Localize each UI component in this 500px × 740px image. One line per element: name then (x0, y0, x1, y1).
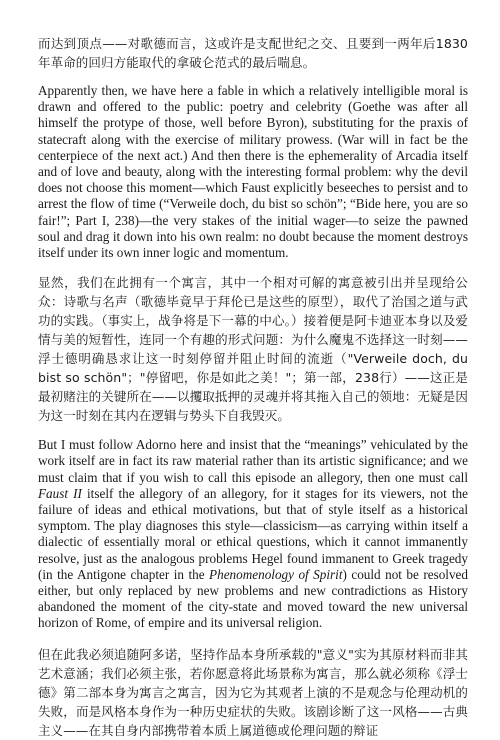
english-paragraph-2 (38, 437, 468, 631)
work-title-phenomenology: Phenomenology of Spirit (209, 566, 343, 582)
english-paragraph-2-text-b: itself the allegory of an allegory, for it stages for its viewers, not the failure of ideas and ethical motivations, but that of style itself as a historical symptom. The play diagnoses this style—classicism—as carrying within itself a dialectic of essentially moral or ethical questions, which it cannot immanently resolve, just as the analogous problems Hegel found immanent to Greek tragedy (in the Antigone chapter in the (38, 485, 468, 582)
chinese-paragraph-2: 显然，我们在此拥有一个寓言，其中一个相对可解的寓意被引出并呈现给公众：诗歌与名声（歌德毕竟早于拜伦已是这些的原型），取代了治国之道与武功的实践。（事实上，战争将是下一幕的中心。）接着便是阿卡迪亚本身以及爱情与美的短暂性，连同一个有趣的形式问题：为什么魔鬼不选择这一时刻——浮士德明确恳求让这一时刻停留并阻止时间的流逝（"Verweile doch, du bist so schön"；"停留吧，你是如此之美！"；第一部，238行）——这正是最初赌注的关键所在——以攫取抵押的灵魂并将其拖入自己的领地：无疑是因为这一时刻在其内在逻辑与势头下自我毁灭。 (38, 275, 468, 424)
english-paragraph-2-text-a: But I must follow Adorno here and insist that the “meanings” vehiculated by the work itself are in fact its raw material rather than its artistic significance; and we must claim that if you wish to call this episode an allegory, then one must call (38, 437, 468, 485)
chinese-paragraph-3: 但在此我必须追随阿多诺，坚持作品本身所承载的"意义"实为其原材料而非其艺术意涵；我们必须主张，若你愿意将此场景称为寓言，那么就必须称《浮士德》第二部本身为寓言之寓言，因为它为其观者上演的不是观念与伦理动机的失败，而是风格本身作为一种历史症状的失败。该剧诊断了这一风格——古典主义——在其自身内部携带着本质上属道德或伦理问题的辩证 (38, 646, 468, 738)
english-paragraph-2-text-c: ) could not be resolved either, but only replaced by new problems and new contradictions as History abandoned the moment of the city-state and moved toward the new universal horizon of Rome, of empire and its universal religion. (38, 566, 468, 631)
chinese-paragraph-1: 而达到顶点——对歌德而言，这或许是支配世纪之交、且要到一两年后1830年革命的回归方能取代的拿破仑范式的最后喘息。 (38, 36, 468, 70)
document-page (38, 34, 468, 740)
english-paragraph-1: Apparently then, we have here a fable in which a relatively intelligible moral is drawn and offered to the public: poetry and celebrity (Goethe was after all himself the protype of those, well before Byron), substituting for the praxis of statecraft along with the exercise of military prowess. (War will in fact be the centerpiece of the next act.) And then there is the ephemerality of Arcadia itself and of love and beauty, along with the interesting formal problem: why the devil does not choose this moment—which Faust explicitly beseeches to persist and to arrest the flow of time (“Verweile doch, du bist so schön”; “Bide here, you are so fair!”; Part I, 238)—the very stakes of the initial wager—to seize the pawned soul and drag it down into his own realm: no doubt because the moment destroys itself under its own inner logic and momentum. (38, 83, 468, 261)
work-title-faust-ii: Faust II (38, 485, 82, 501)
